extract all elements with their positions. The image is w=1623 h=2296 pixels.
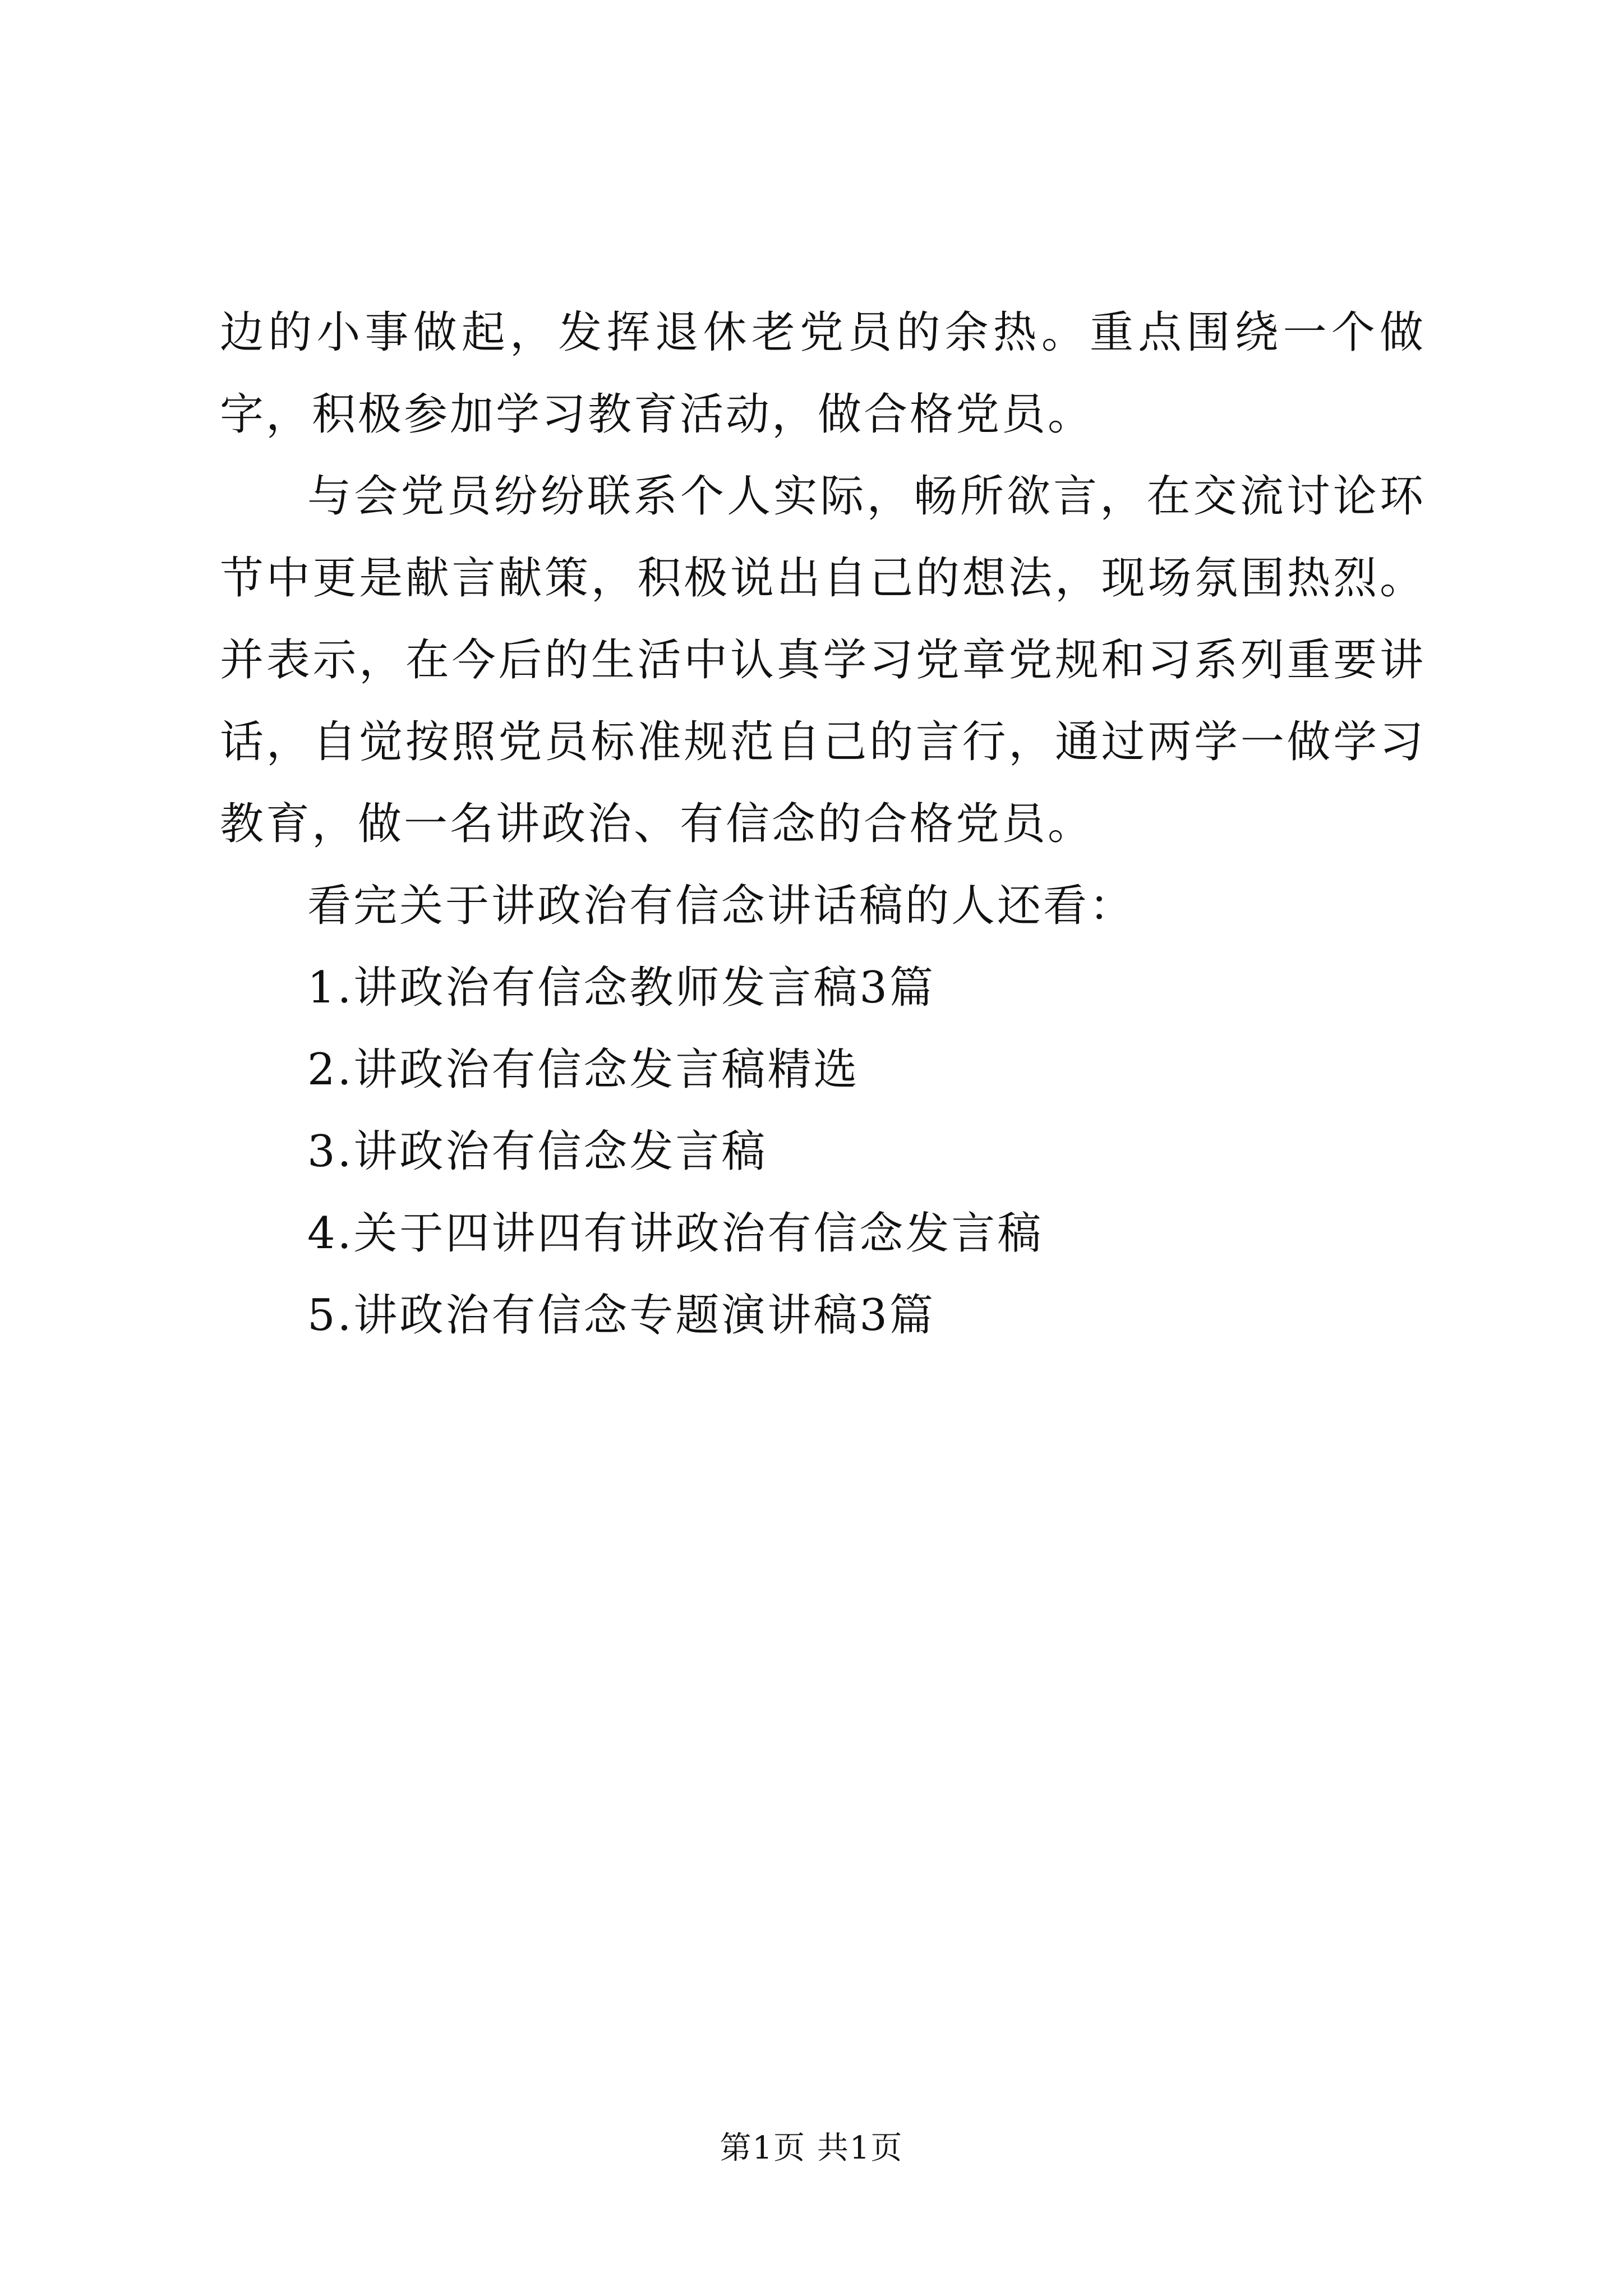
related-item: 5.讲政治有信念专题演讲稿3篇 (307, 1290, 936, 1341)
related-heading: 看完关于讲政治有信念讲话稿的人还看： (307, 881, 1136, 931)
related-item: 3.讲政治有信念发言稿 (307, 1126, 768, 1177)
related-item: 2.讲政治有信念发言稿精选 (307, 1045, 860, 1095)
paragraph-continuation: 边的小事做起，发挥退休老党员的余热。重点围绕一个做字，积极参加学习教育活动，做合格党员。 (220, 307, 1426, 440)
related-item: 4.关于四讲四有讲政治有信念发言稿 (307, 1208, 1044, 1259)
related-item: 1.讲政治有信念教师发言稿3篇 (307, 963, 936, 1013)
paragraph-discussion: 与会党员纷纷联系个人实际，畅所欲言，在交流讨论环节中更是献言献策，积极说出自己的想法，现场氛围热烈。并表示，在今后的生活中认真学习党章党规和习系列重要讲话，自觉按照党员标准规范自己的言行，通过两学一做学习教育，做一名讲政治、有信念的合格党员。 (220, 471, 1426, 849)
page-number-footer: 第1页 共1页 (720, 2130, 903, 2166)
document-body (220, 292, 1426, 1356)
